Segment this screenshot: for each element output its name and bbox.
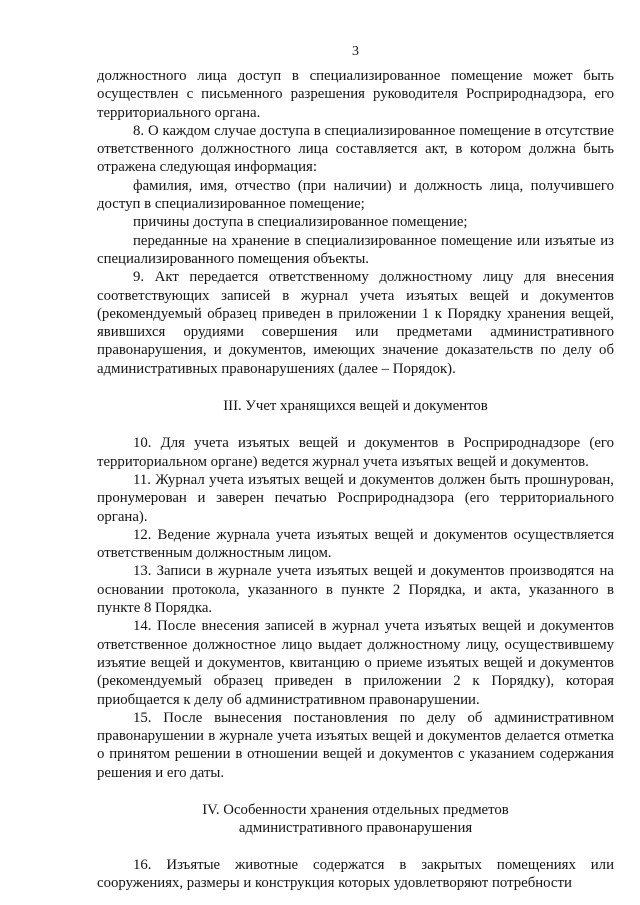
section-spacer	[97, 782, 614, 801]
section-heading: административного правонарушения	[238, 820, 473, 837]
section-heading: IV. Особенности хранения отдельных предметов	[202, 801, 509, 818]
paragraph: 8. О каждом случае доступа в специализированное помещение в отсутствие ответственного должностного лица составляется акт, в котором должна быть отражена следующая информация:	[97, 122, 614, 176]
paragraph: 13. Записи в журнале учета изъятых вещей и документов производятся на основании протокола, указанного в пункте 2 Порядка, и акта, указанного в пункте 8 Порядка.	[97, 563, 614, 617]
section-heading: III. Учет хранящихся вещей и документов	[223, 398, 488, 415]
section-spacer	[97, 838, 614, 856]
paragraph: 12. Ведение журнала учета изъятых вещей и документов осуществляется ответственным должностным лицом.	[97, 526, 614, 562]
paragraph: фамилия, имя, отчество (при наличии) и должность лица, получившего доступ в специализированное помещение;	[97, 177, 614, 213]
paragraph: переданные на хранение в специализированное помещение или изъятые из специализированного помещения объекты.	[97, 232, 614, 267]
page-number: 3	[352, 44, 359, 59]
paragraph: должностного лица доступ в специализированное помещение может быть осуществлен с письменного разрешения руководителя Росприроднадзора, его территориального органа.	[97, 68, 614, 121]
paragraph: 10. Для учета изъятых вещей и документов в Росприроднадзоре (его территориальном органе) ведется журнал учета изъятых вещей и документов.	[97, 435, 614, 470]
paragraph: причины доступа в специализированное помещение;	[133, 214, 468, 231]
paragraph: 16. Изъятые животные содержатся в закрытых помещениях или сооружениях, размеры и конструкция которых удовлетворяют потребности	[97, 856, 614, 891]
paragraph: 15. После вынесения постановления по делу об административном правонарушении в журнале учета изъятых вещей и документов делается отметка о принятом решении в отношении вещей и документов с указанием содержания решения и его даты.	[97, 709, 614, 781]
section-spacer	[97, 378, 614, 397]
paragraph: 9. Акт передается ответственному должностному лицу для внесения соответствующих записей в журнал учета изъятых вещей и документов (рекомендуемый образец приведен в приложении 1 к Порядку хранения вещей, явившихся орудиями совершения или предметами административного правонарушения, и документов, имеющих значение доказательств по делу об административных правонарушениях (далее – Порядок).	[97, 269, 614, 377]
document-body	[97, 67, 614, 892]
paragraph: 11. Журнал учета изъятых вещей и документов должен быть прошнурован, пронумерован и заверен печатью Росприроднадзора (его территориального органа).	[97, 471, 614, 525]
section-spacer	[97, 415, 614, 434]
paragraph: 14. После внесения записей в журнал учета изъятых вещей и документов ответственное должностное лицо выдает должностному лицу, осуществившему изъятие вещей и документов, квитанцию о приеме изъятых вещей и документов (рекомендуемый образец приведен в приложении 2 к Порядку), которая приобщается к делу об административном правонарушении.	[97, 618, 614, 708]
